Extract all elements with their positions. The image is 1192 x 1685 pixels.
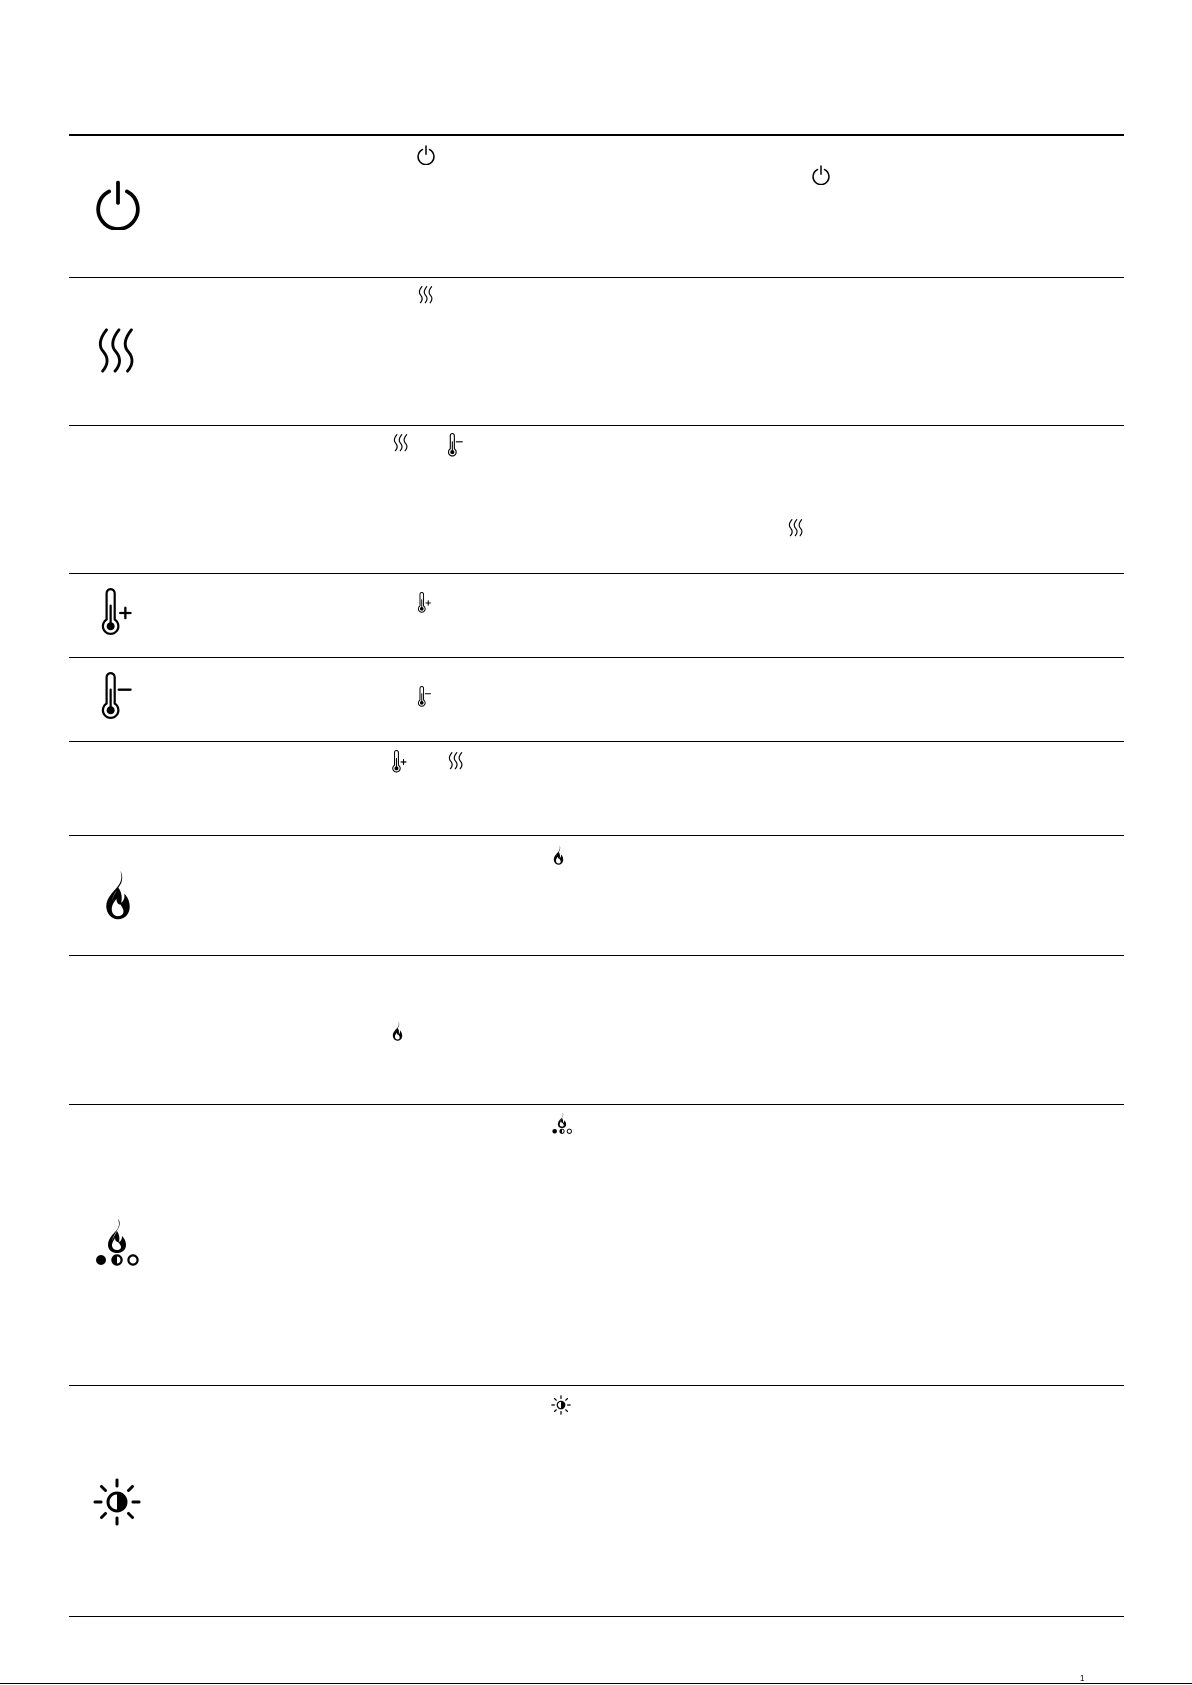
flame-level-icon — [93, 1218, 141, 1266]
thermometer-minus-icon — [447, 433, 465, 458]
flame-icon — [99, 870, 137, 920]
flame-icon — [551, 845, 566, 865]
heat-waves-icon — [417, 285, 435, 304]
thermometer-minus-icon — [416, 686, 434, 708]
power-icon — [416, 145, 436, 165]
row-divider — [69, 1385, 1124, 1386]
row-divider — [69, 1104, 1124, 1105]
brightness-icon — [93, 1478, 141, 1526]
thermometer-plus-icon — [97, 588, 139, 638]
row-divider — [69, 835, 1124, 836]
brightness-icon — [551, 1395, 571, 1415]
row-divider — [69, 955, 1124, 956]
row-divider — [69, 573, 1124, 574]
table-top-rule — [69, 134, 1124, 136]
thermometer-plus-icon — [389, 750, 411, 774]
row-divider — [69, 657, 1124, 658]
heat-waves-icon — [392, 433, 410, 452]
power-icon — [93, 180, 143, 230]
flame-level-icon — [551, 1112, 573, 1134]
heat-waves-icon — [94, 326, 140, 374]
footer-rule — [0, 1683, 1192, 1684]
row-divider — [69, 277, 1124, 278]
thermometer-plus-icon — [416, 592, 434, 614]
page-mark: 1 — [1080, 1674, 1085, 1683]
row-divider — [69, 425, 1124, 426]
flame-icon — [390, 1021, 405, 1041]
power-icon — [811, 165, 831, 185]
heat-waves-icon — [447, 751, 465, 770]
thermometer-minus-icon — [97, 672, 139, 722]
table-bottom-rule — [69, 1616, 1124, 1617]
row-divider — [69, 741, 1124, 742]
heat-waves-icon — [787, 518, 805, 537]
